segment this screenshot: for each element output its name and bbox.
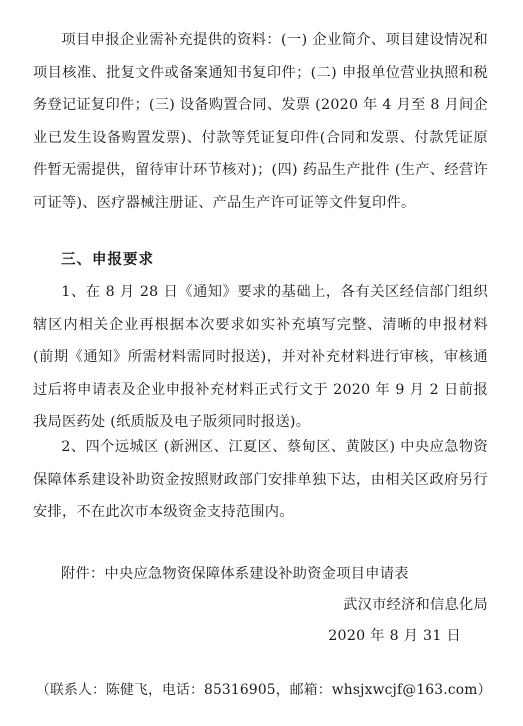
requirement-paragraph-1: 1、在 8 月 28 日《通知》要求的基础上，各有关区经信部门组织辖区内相关企业再根据本次要求如实补充填写完整、清晰的申报材料 (前期《通知》所需材料需同时报送)，并对补充材料进行审核，审核通过后将申请表及企业申报补充材料正式行文于 2020 年 9 月 2 日前报我局医药处 (纸质版及电子版须同时报送)。 bbox=[33, 284, 488, 430]
contact-line: （联系人：陈健飞，电话：85316905，邮箱：whsjxwcjf@163.com） bbox=[36, 682, 492, 698]
issue-date: 2020 年 8 月 31 日 bbox=[328, 628, 461, 644]
requirement-paragraph-2: 2、四个远城区 (新洲区、江夏区、蔡甸区、黄陂区) 中央应急物资保障体系建设补助资金按照财政部门安排单独下达，由相关区政府另行安排，不在此次市本级资金支持范围内。 bbox=[33, 439, 488, 520]
attachment-line: 附件：中央应急物资保障体系建设补助资金项目申请表 bbox=[61, 566, 409, 582]
issuing-organization: 武汉市经济和信息化局 bbox=[343, 597, 488, 613]
materials-paragraph: 项目申报企业需补充提供的资料：(一) 企业简介、项目建设情况和项目核准、批复文件或备案通知书复印件；(二) 申报单位营业执照和税务登记证复印件；(三) 设备购置合同、发票 (2020 年 4 月至 8 月间企业已发生设备购置发票)、付款等凭证复印件(合同和发票、付款凭证原件暂无需提供，留待审计环节核对)；(四) 药品生产批件 (生产、经营许可证等)、医疗器械注册证、产品生产许可证等文件复印件。 bbox=[33, 32, 488, 211]
section-heading: 三、申报要求 bbox=[61, 252, 154, 268]
